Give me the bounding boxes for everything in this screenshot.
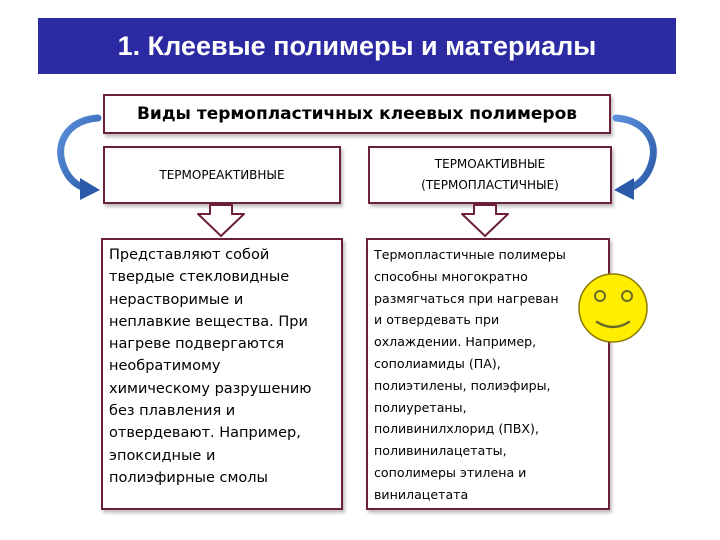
description-line: сополиамиды (ПА),: [374, 355, 501, 371]
curved-arrow-right-icon: [614, 118, 653, 200]
description-line: полиуретаны,: [374, 399, 467, 415]
description-line: полиэфирные смолы: [109, 469, 268, 486]
description-line: полиэтилены, полиэфиры,: [374, 377, 551, 393]
description-line: эпоксидные и: [109, 447, 216, 464]
description-line: сополимеры этилена и: [374, 464, 527, 480]
description-line: химическому разрушению: [109, 380, 312, 397]
description-line: размягчаться при нагреван: [374, 290, 559, 306]
down-arrow-icon: [198, 205, 244, 236]
description-line: нагреве подвергаются: [109, 336, 285, 353]
slide-title: 1. Клеевые полимеры и материалы: [38, 18, 676, 74]
description-line: неплавкие вещества. При: [109, 313, 308, 330]
category-thermoplastic-line-1: ТЕРМОАКТИВНЫЕ: [434, 157, 546, 171]
down-arrow-icon: [462, 205, 508, 236]
curved-arrow-left-icon: [61, 118, 100, 200]
description-line: способны многократно: [374, 268, 528, 284]
subtitle-box: Виды термопластичных клеевых полимеров: [103, 94, 611, 134]
description-line: поливинилхлорид (ПВХ),: [374, 421, 539, 437]
description-line: Термопластичные полимеры: [374, 247, 566, 262]
description-line: винилацетата: [374, 486, 469, 502]
category-thermoplastic-line-2: (ТЕРМОПЛАСТИЧНЫЕ): [421, 178, 559, 192]
description-line: твердые стекловидные: [109, 269, 290, 286]
description-line: поливинилацетаты,: [374, 443, 507, 459]
smiley-icon: [579, 274, 647, 342]
description-line: и отвердевать при: [374, 312, 500, 328]
description-line: нерастворимые и: [109, 291, 244, 308]
description-line: необратимому: [109, 358, 221, 375]
category-thermoset-label: ТЕРМОРЕАКТИВНЫЕ: [159, 167, 285, 182]
description-line: без плавления и: [109, 403, 236, 420]
description-line: отвердевают. Например,: [109, 425, 301, 442]
description-line: Представляют собой: [109, 247, 270, 263]
description-line: охлаждении. Например,: [374, 334, 537, 350]
